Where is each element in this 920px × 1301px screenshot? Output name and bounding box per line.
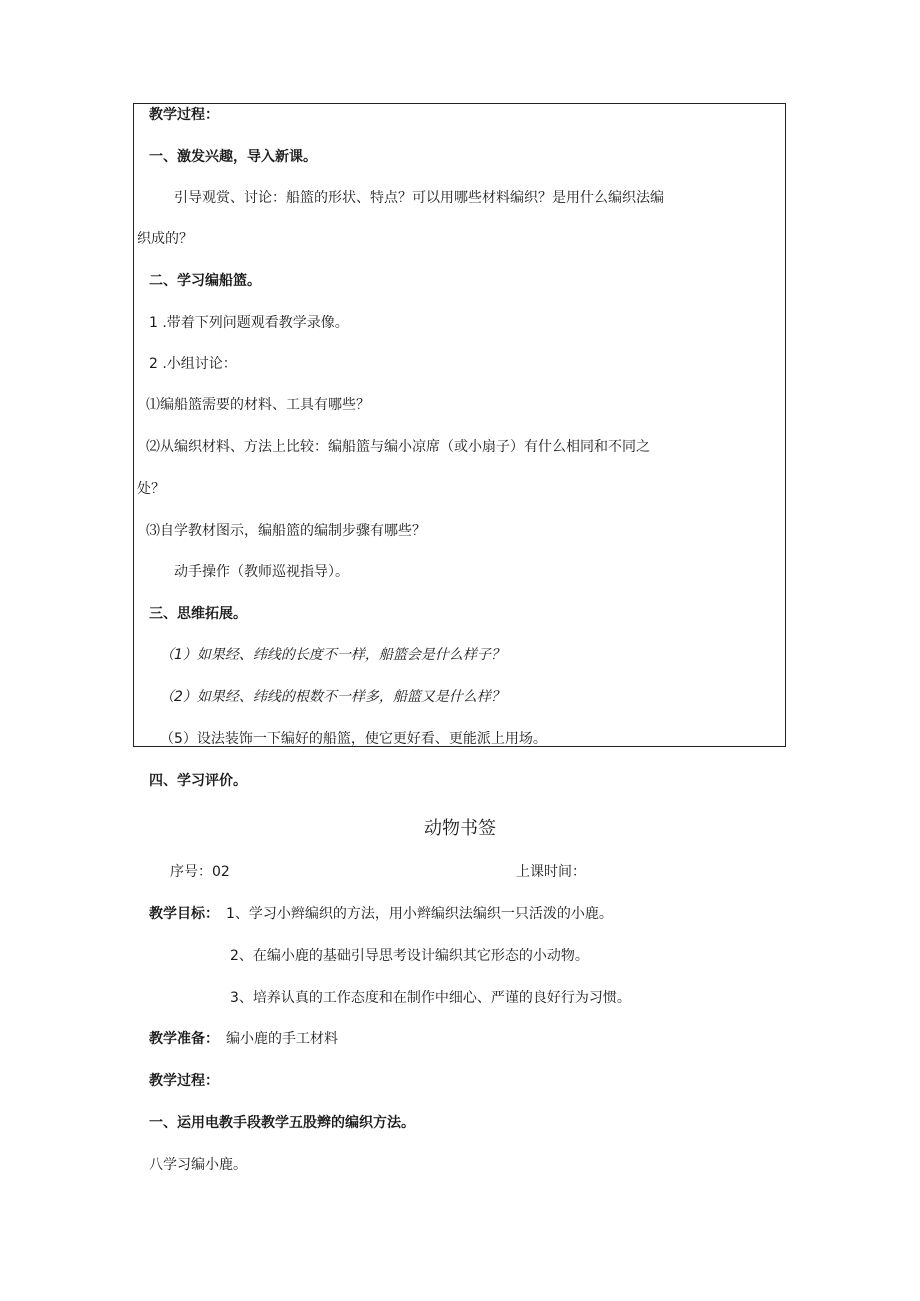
- section-2-question-2-line-1: ⑵从编织材料、方法上比较：编船篮与编小凉席（或小扇子）有什么相同和不同之: [146, 439, 650, 455]
- section-3-item-1: （1）如果经、纬线的长度不一样，船篮会是什么样子？: [160, 647, 505, 663]
- section-1-paragraph-line-2: 织成的？: [137, 231, 193, 247]
- process-heading: 教学过程：: [149, 107, 219, 123]
- section-1-heading-2: 一、运用电教手段教学五股辫的编织方法。: [149, 1115, 415, 1131]
- section-1-heading: 一、激发兴趣，导入新课。: [149, 149, 317, 165]
- teaching-goal-2: 2、在编小鹿的基础引导思考设计编织其它形态的小动物。: [230, 948, 589, 964]
- section-2-heading: 二、学习编船篮。: [149, 273, 261, 289]
- teaching-goals-label: 教学目标：: [149, 906, 219, 922]
- section-2-item-2: 2 .小组讨论：: [149, 356, 237, 372]
- section-3-item-2: （2）如果经、纬线的根数不一样多，船篮又是什么样？: [160, 689, 505, 705]
- section-2-question-2-line-2: 处？: [137, 481, 165, 497]
- serial-number: 序号：02: [170, 864, 230, 880]
- class-time-label: 上课时间：: [516, 864, 586, 880]
- teaching-prep-label: 教学准备：: [149, 1031, 219, 1047]
- section-3-heading: 三、思维拓展。: [149, 606, 247, 622]
- section-1-paragraph-line-1: 引导观赏、讨论：船篮的形状、特点？可以用哪些材料编织？是用什么编织法编: [174, 190, 664, 206]
- teaching-prep-text: 编小鹿的手工材料: [226, 1031, 338, 1047]
- section-2-practice: 动手操作（教师巡视指导）。: [174, 564, 349, 580]
- section-2-question-1: ⑴编船篮需要的材料、工具有哪些？: [146, 397, 370, 413]
- lesson-title: 动物书签: [424, 818, 496, 839]
- teaching-goal-1: 1、学习小辫编织的方法，用小辫编织法编织一只活泼的小鹿。: [226, 906, 613, 922]
- section-3-item-3: （5）设法装饰一下编好的船篮，使它更好看、更能派上用场。: [160, 731, 547, 747]
- teaching-goal-3: 3、培养认真的工作态度和在制作中细心、严谨的良好行为习惯。: [230, 990, 631, 1006]
- section-2-question-3: ⑶自学教材图示，编船篮的编制步骤有哪些？: [146, 523, 426, 539]
- section-2-text-2: 八学习编小鹿。: [149, 1157, 247, 1173]
- process-heading-2: 教学过程：: [149, 1073, 219, 1089]
- section-4-heading: 四、学习评价。: [149, 773, 247, 789]
- section-2-item-1: 1 .带着下列问题观看教学录像。: [149, 315, 349, 331]
